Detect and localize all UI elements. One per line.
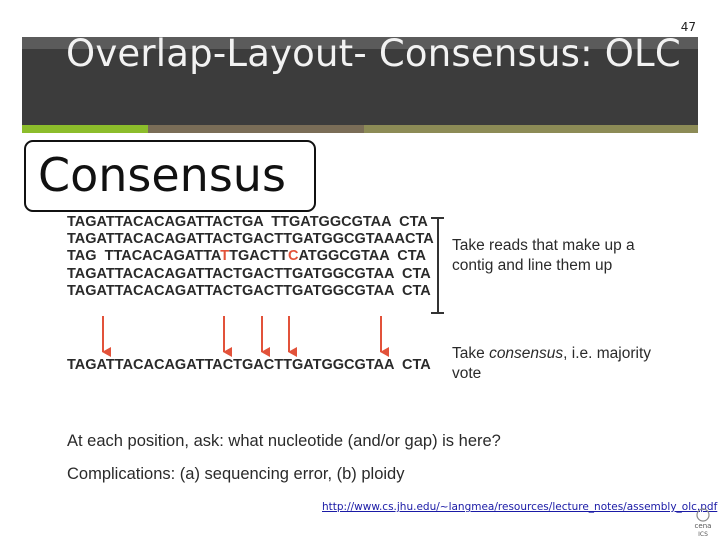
slide-title: Overlap-Layout- Consensus: OLC	[66, 32, 681, 75]
complications-line: Complications: (a) sequencing error, (b) ploidy	[67, 465, 405, 483]
slide-heading: Consensus	[38, 148, 286, 202]
cena-logo	[690, 508, 716, 538]
page-number: 47	[680, 20, 696, 34]
logo-line2: ICS	[698, 531, 708, 538]
highlighted-base: T	[220, 248, 230, 265]
note-majority-prefix: Take	[452, 345, 490, 362]
question-line: At each position, ask: what nucleotide (and/or gap) is here?	[67, 432, 501, 450]
note-line-up-reads: Take reads that make up a contig and line them up	[452, 237, 635, 274]
logo-line1: cena	[694, 522, 712, 530]
read-segment: TAGATTACACAGATTACTGACTTGATGGCGTAA CTA	[67, 265, 431, 282]
source-link[interactable]: http://www.cs.jhu.edu/~langmea/resources/lecture_notes/assembly_olc.pdf	[322, 501, 718, 513]
highlighted-base: C	[287, 248, 299, 265]
read-segment: ATGGCGTAA CTA	[298, 248, 426, 265]
note-majority-emphasis: consensus	[489, 345, 564, 362]
consensus-sequence: TAGATTACACAGATTACTGACTTGATGGCGTAA CTA	[67, 357, 431, 373]
read-segment: TGACTT	[229, 248, 288, 265]
read-segment: TAGATTACACAGATTACTGA TTGATGGCGTAA CTA	[67, 214, 428, 230]
read-segment: TAG TTACACAGATTA	[67, 248, 221, 265]
read-segment: TAGATTACACAGATTACTGACTTGATGGCGTAA CTA	[67, 282, 431, 299]
read-segment: TAGATTACACAGATTACTGACTTGATGGCGTAAACTA	[67, 231, 434, 248]
note-majority-suffix: , i.e. majority vote	[452, 345, 652, 382]
